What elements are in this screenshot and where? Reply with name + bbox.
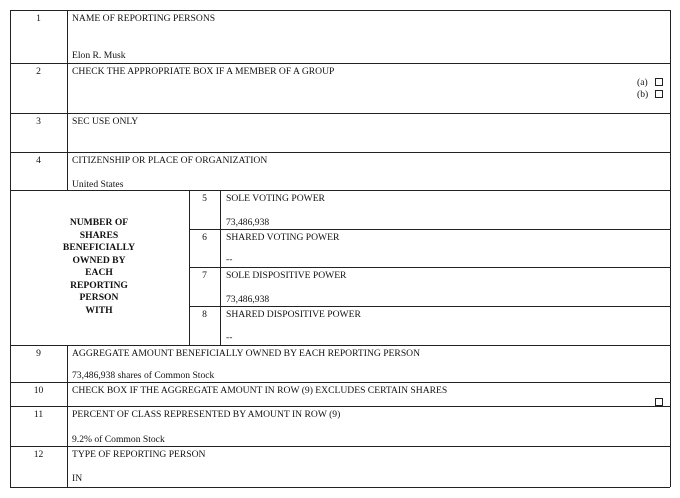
percent-of-class-value: 9.2% of Common Stock [72,434,165,445]
aggregate-amount-value: 73,486,938 shares of Common Stock [72,370,215,381]
row-number: 8 [202,309,207,320]
row-number: 2 [36,66,41,77]
row-label: NAME OF REPORTING PERSONS [72,13,216,24]
row-label: SEC USE ONLY [72,116,139,127]
citizenship-value: United States [72,179,124,190]
shares-label-line: NUMBER OF [69,217,129,228]
shared-dispositive-power-value: -- [226,332,233,343]
row-number: 12 [33,449,44,460]
row-divider [10,406,670,407]
row-label: CITIZENSHIP OR PLACE OF ORGANIZATION [72,155,268,166]
row-number: 5 [202,193,207,204]
row-divider [10,113,670,114]
row-label: CHECK THE APPROPRIATE BOX IF A MEMBER OF A GROUP [72,66,335,77]
row-number: 7 [202,270,207,281]
shares-sub-divider [189,306,670,307]
row-number: 6 [202,232,207,243]
shares-label-line: PERSON [79,292,119,303]
row-divider [10,382,670,383]
row-label: SOLE VOTING POWER [226,193,325,204]
group-option-b-label: (b) [637,89,649,100]
group-option-a-label: (a) [637,77,648,88]
reporting-person-name: Elon R. Musk [72,50,126,61]
shares-label-line: EACH [85,267,113,278]
shares-beneficially-owned-label [24,217,174,317]
shares-label-line: BENEFICIALLY [62,242,136,253]
shares-label-line: SHARES [79,229,119,241]
shared-voting-power-value: -- [226,254,233,265]
row-label: AGGREGATE AMOUNT BENEFICIALLY OWNED BY EACH REPORTING PERSON [72,348,421,359]
row-divider [10,190,670,191]
row-label: SHARED VOTING POWER [226,232,340,243]
shares-label-line: OWNED BY [72,254,126,266]
group-option-b-checkbox[interactable] [655,90,663,98]
reporting-person-type-value: IN [72,473,83,484]
shares-label-line: REPORTING [70,279,128,291]
row-label: SHARED DISPOSITIVE POWER [226,309,361,320]
row-number: 1 [36,13,41,24]
row-number: 10 [33,385,44,396]
row-label: SOLE DISPOSITIVE POWER [226,270,347,281]
table-right-border [670,10,671,487]
row-number: 3 [36,116,41,127]
excludes-shares-checkbox[interactable] [655,398,663,406]
shares-sub-divider [189,267,670,268]
row-divider [10,152,670,153]
shares-sub-divider [189,229,670,230]
row-divider [10,446,670,447]
table-top-border [10,10,670,11]
row-number: 9 [36,348,41,359]
row-divider [10,63,670,64]
row-label: TYPE OF REPORTING PERSON [72,449,206,460]
sole-voting-power-value: 73,486,938 [226,217,270,228]
row-divider [10,345,670,346]
row-number: 4 [36,155,41,166]
number-column-divider [67,10,68,190]
shares-label-line: WITH [85,304,113,316]
table-bottom-border [10,487,670,488]
sole-dispositive-power-value: 73,486,938 [226,294,270,305]
number-column-divider [67,345,68,487]
row-number: 11 [33,409,44,420]
row-label: CHECK BOX IF THE AGGREGATE AMOUNT IN ROW (9) EXCLUDES CERTAIN SHARES [72,385,448,396]
row-label: PERCENT OF CLASS REPRESENTED BY AMOUNT IN ROW (9) [72,409,341,420]
group-option-a-checkbox[interactable] [655,78,663,86]
